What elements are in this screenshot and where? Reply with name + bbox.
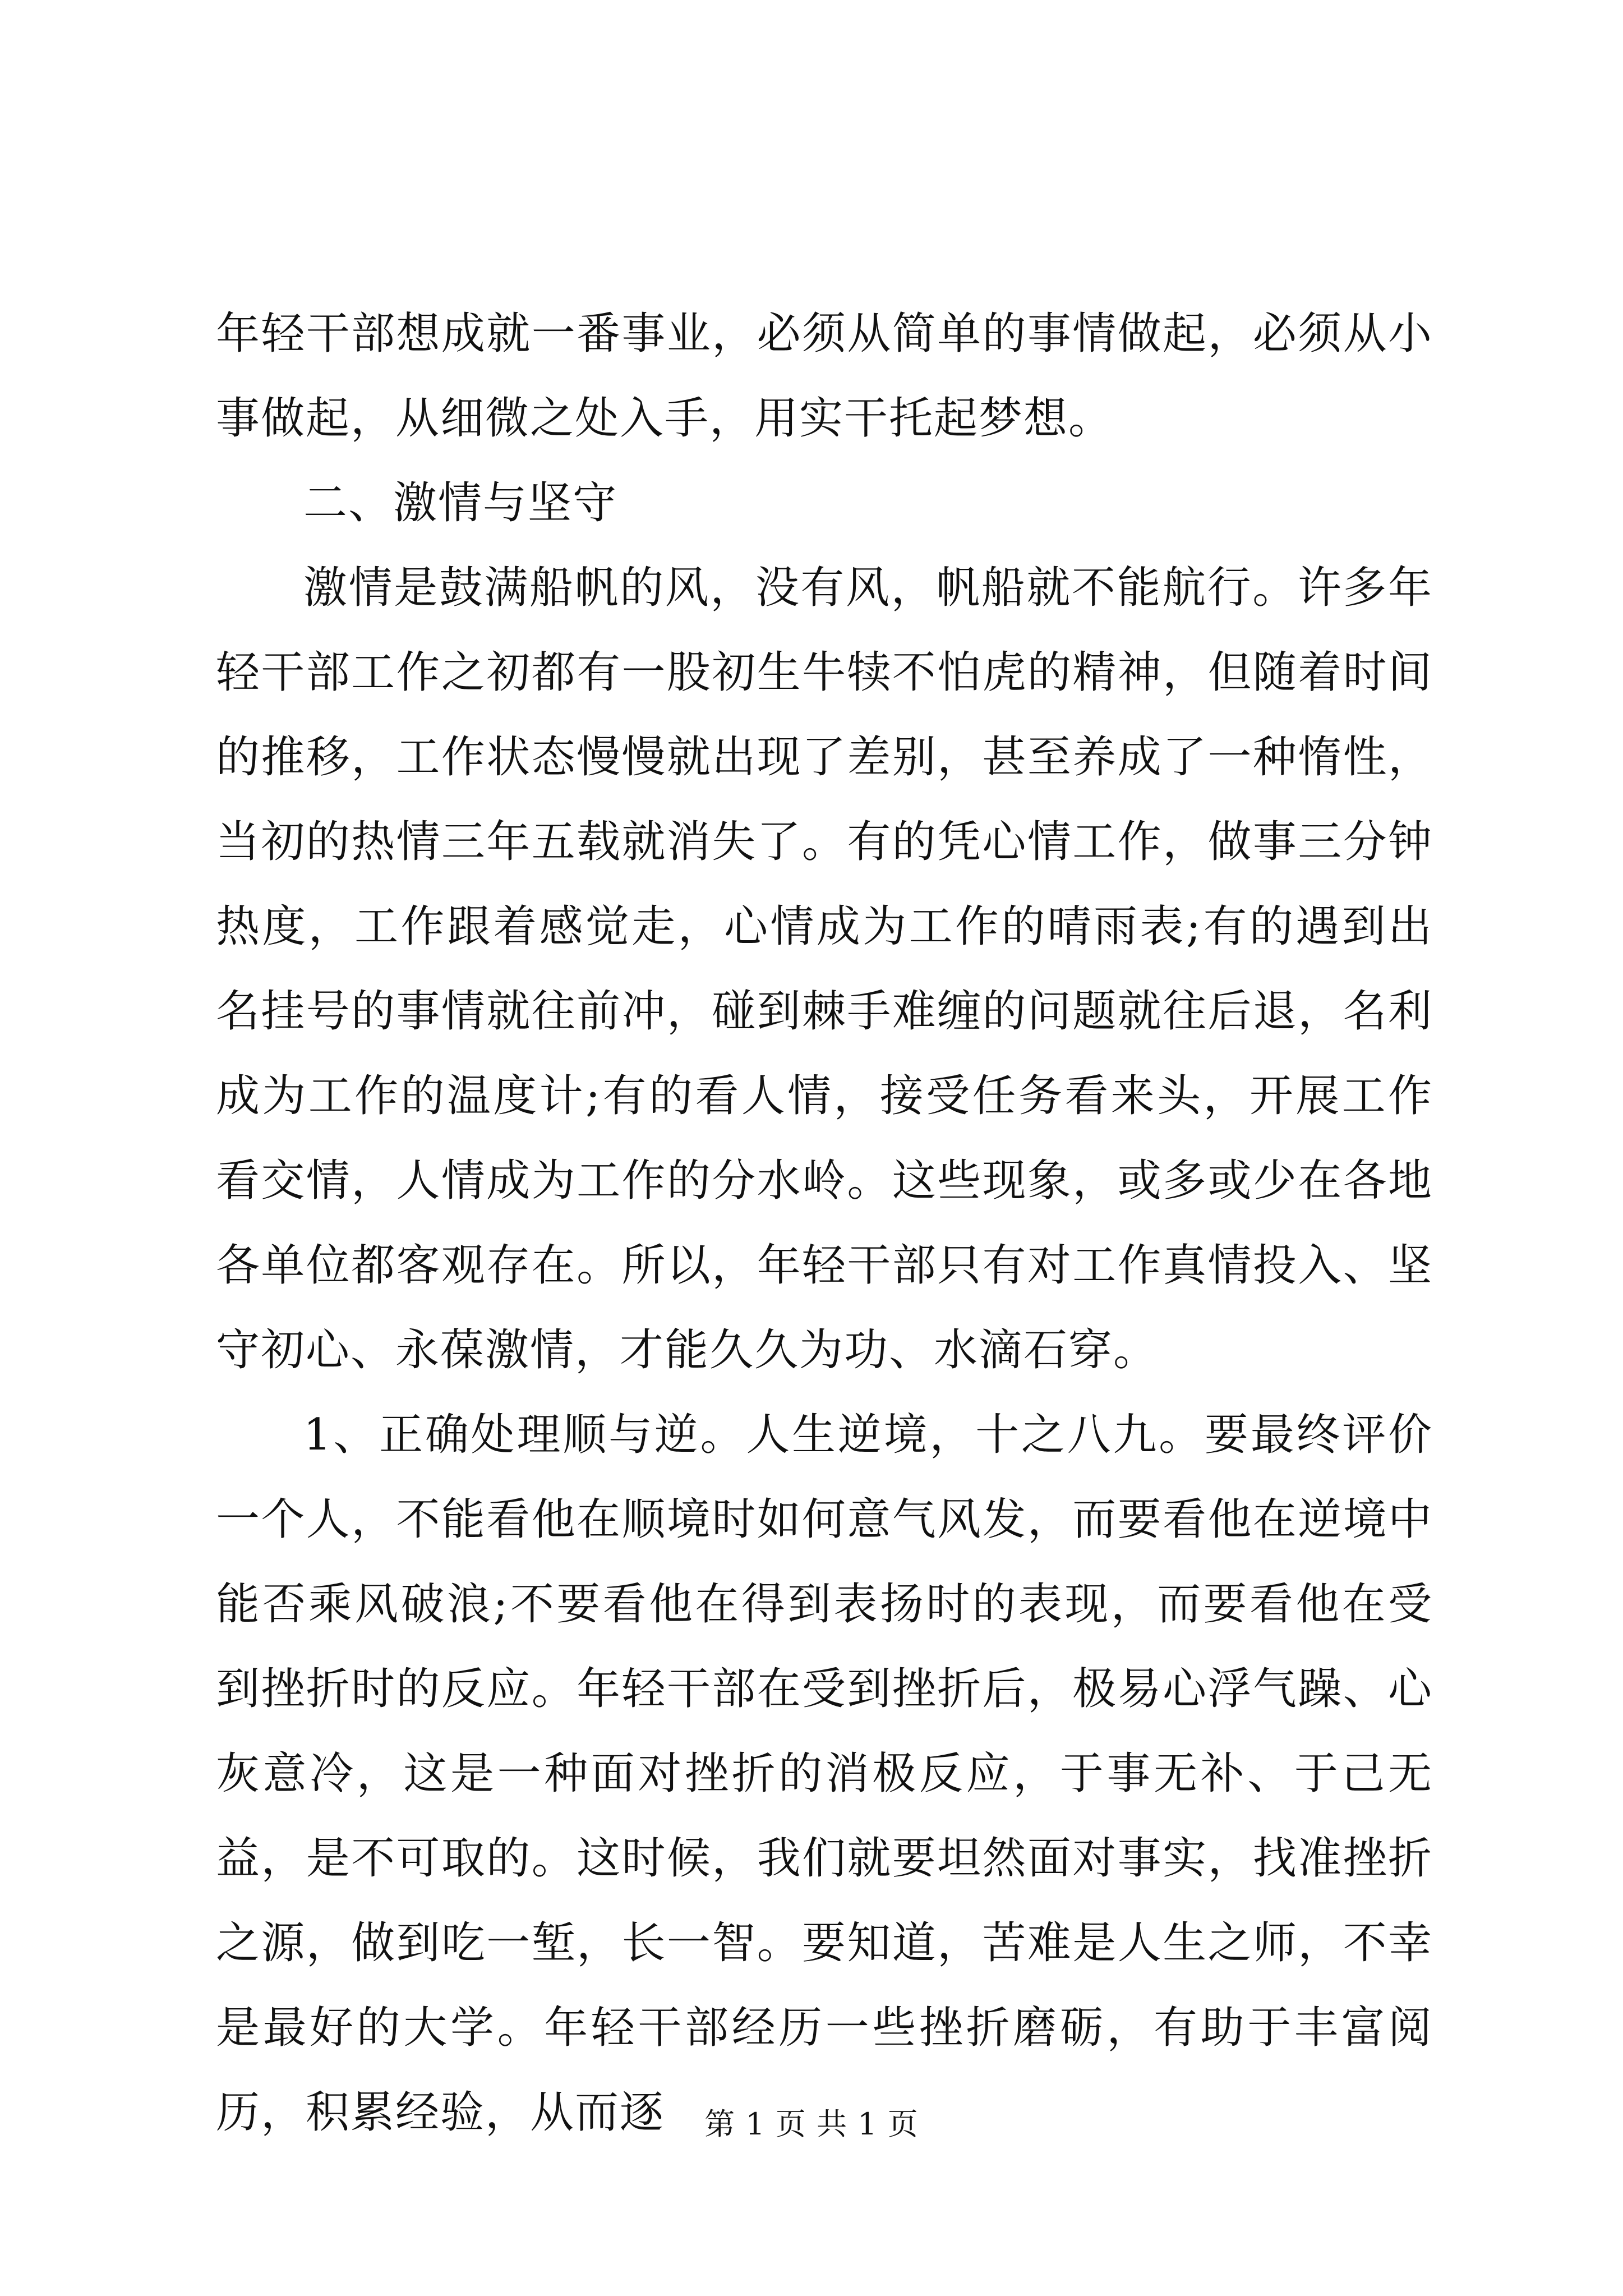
section-heading: 二、激情与坚守 xyxy=(303,478,618,528)
page-number-footer: 第 1 页 共 1 页 xyxy=(704,2106,919,2142)
paragraph-adversity: 1、正确处理顺与逆。人生逆境，十之八九。要最终评价一个人，不能看他在顺境时如何意气风发，而要看他在逆境中能否乘风破浪;不要看他在得到表扬时的表现，而要看他在受到挫折时的反应。年轻干部在受到挫折后，极易心浮气躁、心灰意冷，这是一种面对挫折的消极反应，于事无补、于己无益，是不可取的。这时候，我们就要坦然面对事实，找准挫折之源，做到吃一堑，长一智。要知道，苦难是人生之师，不幸是最好的大学。年轻干部经历一些挫折磨砺，有助于丰富阅历，积累经验，从而逐 xyxy=(216,1410,1433,2138)
paragraph-passion: 激情是鼓满船帆的风，没有风，帆船就不能航行。许多年轻干部工作之初都有一股初生牛犊不怕虎的精神，但随着时间的推移，工作状态慢慢就出现了差别，甚至养成了一种惰性，当初的热情三年五载就消失了。有的凭心情工作，做事三分钟热度，工作跟着感觉走，心情成为工作的晴雨表;有的遇到出名挂号的事情就往前冲，碰到棘手难缠的问题就往后退，名利成为工作的温度计;有的看人情，接受任务看来头，开展工作看交情，人情成为工作的分水岭。这些现象，或多或少在各地各单位都客观存在。所以，年轻干部只有对工作真情投入、坚守初心、永葆激情，才能久久为功、水滴石穿。 xyxy=(216,563,1433,1375)
document-body xyxy=(216,292,1433,2155)
paragraph-continuation: 年轻干部想成就一番事业，必须从简单的事情做起，必须从小事做起，从细微之处入手，用实干托起梦想。 xyxy=(216,309,1433,444)
